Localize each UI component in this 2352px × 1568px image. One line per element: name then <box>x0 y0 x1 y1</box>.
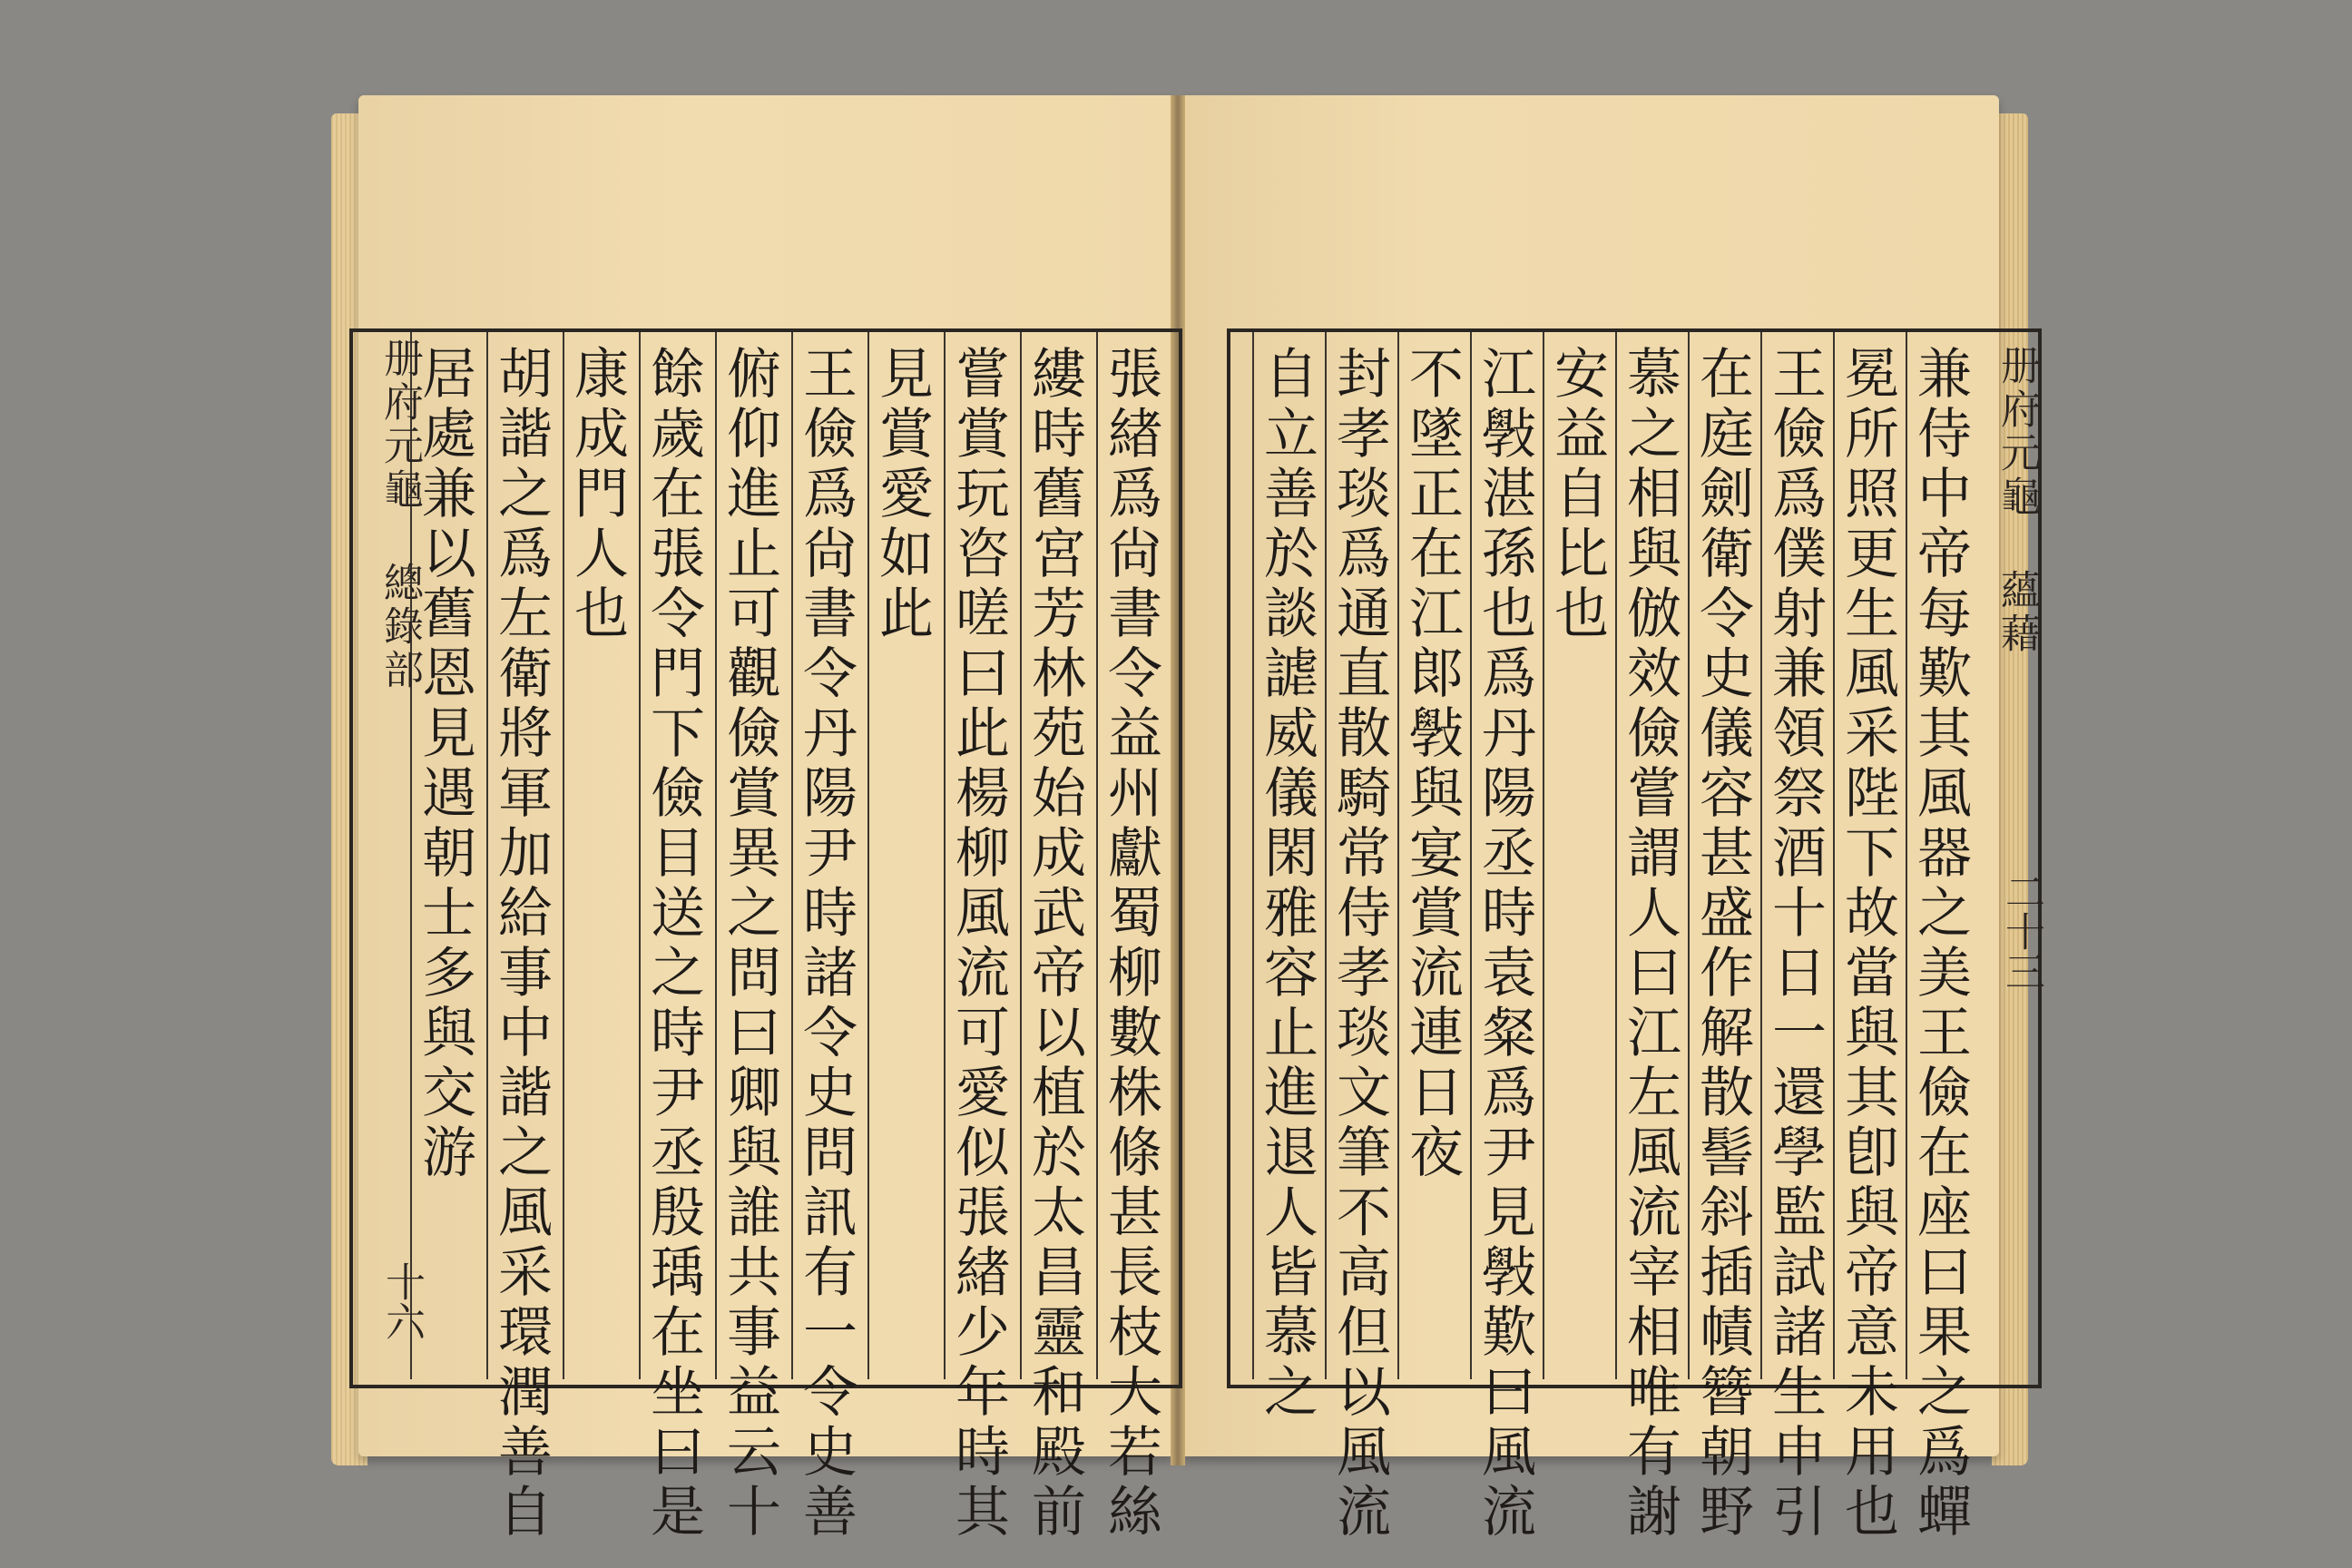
text-column: 兼侍中帝每歎其風器之美王儉在座曰果之爲蟬 <box>1908 345 1972 1543</box>
column-rule <box>1096 332 1098 1379</box>
column-rule <box>944 332 946 1379</box>
text-column: 張緖爲尙書令益州獻蜀柳數株條甚長枝大若絲 <box>1099 345 1162 1543</box>
text-column: 嘗賞玩咨嗟曰此楊柳風流可愛似張緖少年時其 <box>946 345 1010 1543</box>
text-column: 康成門人也 <box>565 345 629 644</box>
left-folio: 十六 <box>378 1261 425 1341</box>
column-rule <box>1020 332 1022 1379</box>
column-rule <box>1543 332 1544 1379</box>
column-rule <box>1470 332 1472 1379</box>
text-column: 居處兼以舊恩見遇朝士多與交游 <box>413 345 476 1183</box>
text-column: 江斅湛孫也爲丹陽丞時袁粲爲尹見斅歎曰風流 <box>1473 345 1536 1543</box>
text-column: 在庭劍衛令史儀容甚盛作解散髻斜插幘簪朝野 <box>1690 345 1754 1543</box>
column-rule <box>1688 332 1690 1379</box>
text-column: 自立善於談謔威儀閑雅容止進退人皆慕之 <box>1255 345 1318 1423</box>
text-column: 胡諧之爲左衛將軍加給事中諧之風采環潤善自 <box>489 345 553 1543</box>
column-rule <box>639 332 641 1379</box>
text-column: 冕所照更生風采陛下故當與其卽與帝意未用也 <box>1836 345 1899 1543</box>
text-column: 慕之相與倣效儉嘗謂人曰江左風流宰相唯有謝 <box>1618 345 1681 1543</box>
column-rule <box>715 332 717 1379</box>
right-spine-title: 册府元龜 蘊藉 <box>1994 345 2040 656</box>
column-rule <box>1615 332 1617 1379</box>
column-rule <box>1325 332 1327 1379</box>
text-column: 王儉爲僕射兼領祭酒十日一還學監試諸生申引 <box>1763 345 1827 1543</box>
column-rule <box>1906 332 1907 1379</box>
column-rule <box>791 332 793 1379</box>
text-column: 縷時舊宮芳林苑始成武帝以植於太昌靈和殿前 <box>1023 345 1086 1543</box>
text-column: 安益自比也 <box>1545 345 1609 644</box>
column-rule <box>563 332 564 1379</box>
text-column: 見賞愛如此 <box>870 345 934 644</box>
column-rule <box>486 332 488 1379</box>
left-spine-title: 册府元龜 總錄部 <box>377 338 423 692</box>
text-column: 王儉爲尙書令丹陽尹時諸令史問訊有一令史善 <box>794 345 858 1543</box>
text-column: 俯仰進止可觀儉賞異之問曰卿與誰共事益云十 <box>718 345 781 1543</box>
text-column: 不墜正在江郞斅與宴賞流連日夜 <box>1400 345 1464 1183</box>
column-rule <box>1252 332 1254 1379</box>
column-rule <box>1833 332 1835 1379</box>
text-column: 封孝琰爲通直散騎常侍孝琰文筆不高但以風流 <box>1328 345 1391 1543</box>
column-rule <box>1397 332 1399 1379</box>
text-column: 餘歲在張令門下儉目送之時尹丞殷瑀在坐曰是 <box>642 345 705 1543</box>
column-rule <box>867 332 869 1379</box>
column-rule <box>1760 332 1762 1379</box>
right-folio: 二十三 <box>1998 871 2044 991</box>
